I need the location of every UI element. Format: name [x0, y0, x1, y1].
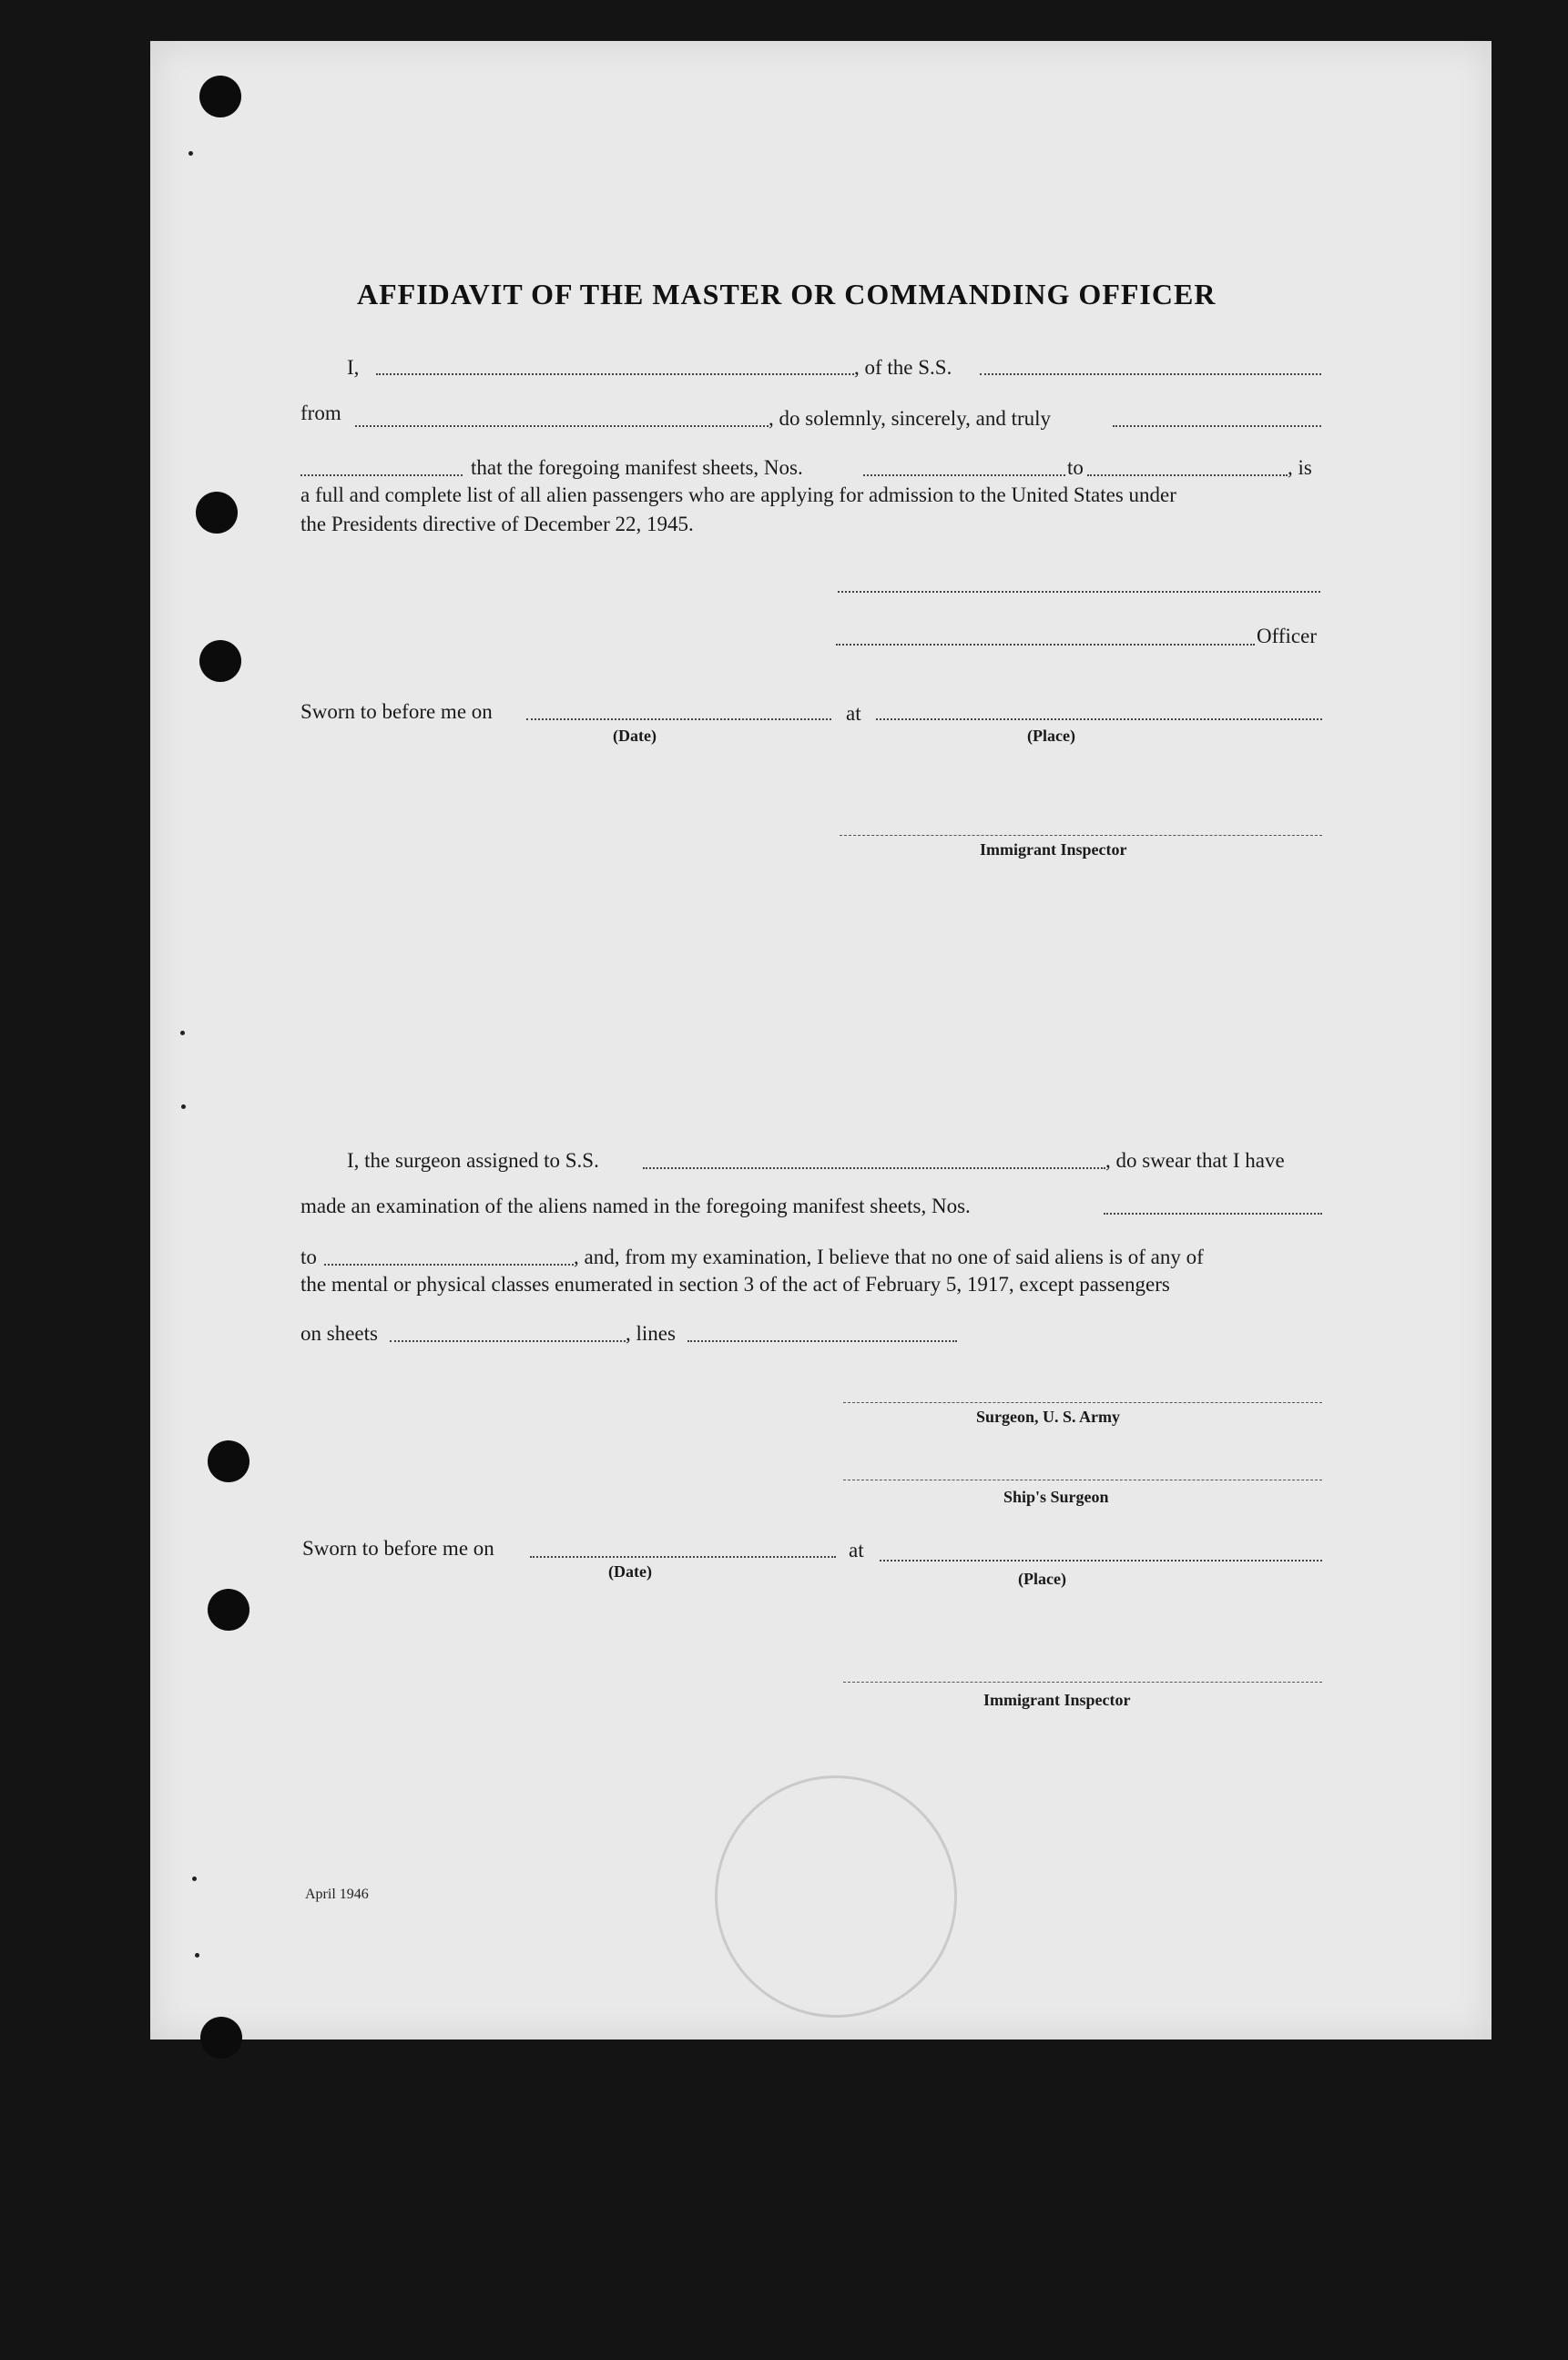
speck-mark — [180, 1031, 185, 1035]
excepted-lines-field[interactable] — [687, 1340, 957, 1342]
master-line3-is: , is — [1288, 456, 1312, 479]
punch-hole — [199, 640, 241, 682]
speck-mark — [195, 1953, 199, 1958]
ship-surgeon-label: Ship's Surgeon — [1003, 1488, 1109, 1506]
punch-hole — [208, 1440, 249, 1482]
port-field[interactable] — [355, 425, 769, 427]
surgeon-sheets-to-field[interactable] — [324, 1264, 574, 1266]
punch-hole — [208, 1589, 249, 1631]
master-sworn-label: Sworn to before me on — [300, 700, 493, 723]
speck-mark — [192, 1877, 197, 1881]
master-name-field[interactable] — [376, 373, 854, 375]
speck-mark — [188, 151, 193, 156]
oath-field-cont[interactable] — [300, 474, 463, 476]
master-inspector-label: Immigrant Inspector — [980, 840, 1127, 859]
ship-name-field[interactable] — [980, 373, 1321, 375]
master-sworn-date-field[interactable] — [526, 718, 831, 720]
master-date-caption: (Date) — [613, 727, 657, 745]
oath-field[interactable] — [1113, 425, 1321, 427]
master-line3-foregoing: that the foregoing manifest sheets, Nos. — [471, 456, 803, 479]
surgeon-line2: made an examination of the aliens named in the foregoing manifest sheets, Nos. — [300, 1195, 971, 1217]
surgeon-sworn-date-field[interactable] — [530, 1556, 836, 1558]
surgeon-line3-to: to — [300, 1246, 317, 1268]
surgeon-line5-lines: , lines — [626, 1322, 676, 1345]
master-line2-from: from — [300, 402, 341, 424]
master-inspector-signature-line[interactable] — [840, 835, 1322, 836]
seal-stamp — [715, 1775, 957, 2018]
surgeon-line1-a: I, the surgeon assigned to S.S. — [347, 1149, 599, 1172]
master-line2-solemn: , do solemnly, sincerely, and truly — [769, 407, 1052, 430]
surgeon-place-caption: (Place) — [1018, 1570, 1066, 1588]
page-title: AFFIDAVIT OF THE MASTER OR COMMANDING OFFICER — [357, 278, 1217, 310]
sheets-from-field[interactable] — [863, 474, 1065, 476]
surgeon-inspector-label: Immigrant Inspector — [983, 1691, 1131, 1709]
army-surgeon-signature-line[interactable] — [843, 1402, 1322, 1403]
surgeon-ship-field[interactable] — [643, 1167, 1105, 1169]
excepted-sheets-field[interactable] — [390, 1340, 626, 1342]
master-line1-of-ss: , of the S.S. — [854, 356, 952, 379]
master-at-label: at — [846, 702, 861, 725]
master-line3-to: to — [1067, 456, 1084, 479]
master-line1-i: I, — [347, 356, 360, 379]
army-surgeon-label: Surgeon, U. S. Army — [976, 1408, 1121, 1426]
document-page — [150, 41, 1492, 2040]
speck-mark — [181, 1104, 186, 1109]
surgeon-date-caption: (Date) — [608, 1562, 652, 1581]
surgeon-inspector-signature-line[interactable] — [843, 1682, 1322, 1683]
officer-signature-line-2[interactable] — [836, 644, 1255, 646]
surgeon-sheets-from-field[interactable] — [1104, 1213, 1322, 1215]
officer-label: Officer — [1257, 625, 1317, 647]
master-place-caption: (Place) — [1027, 727, 1075, 745]
surgeon-line4: the mental or physical classes enumerated in section 3 of the act of February 5, 1917, except passengers — [300, 1273, 1170, 1296]
surgeon-at-label: at — [849, 1539, 864, 1561]
officer-signature-line-1[interactable] — [838, 591, 1320, 593]
surgeon-sworn-place-field[interactable] — [880, 1560, 1322, 1561]
punch-hole — [199, 76, 241, 117]
master-line4: a full and complete list of all alien passengers who are applying for admission to the United States under — [300, 483, 1176, 506]
sheets-to-field[interactable] — [1087, 474, 1288, 476]
surgeon-line1-b: , do swear that I have — [1105, 1149, 1285, 1172]
surgeon-sworn-label: Sworn to before me on — [302, 1537, 494, 1560]
punch-hole — [196, 492, 238, 534]
surgeon-line5-sheets: on sheets — [300, 1322, 378, 1345]
master-line5: the Presidents directive of December 22, 1945. — [300, 513, 694, 535]
punch-hole — [200, 2017, 242, 2059]
form-date: April 1946 — [305, 1887, 369, 1902]
master-sworn-place-field[interactable] — [876, 718, 1322, 720]
surgeon-line3-rest: , and, from my examination, I believe that no one of said aliens is of any of — [574, 1246, 1204, 1268]
